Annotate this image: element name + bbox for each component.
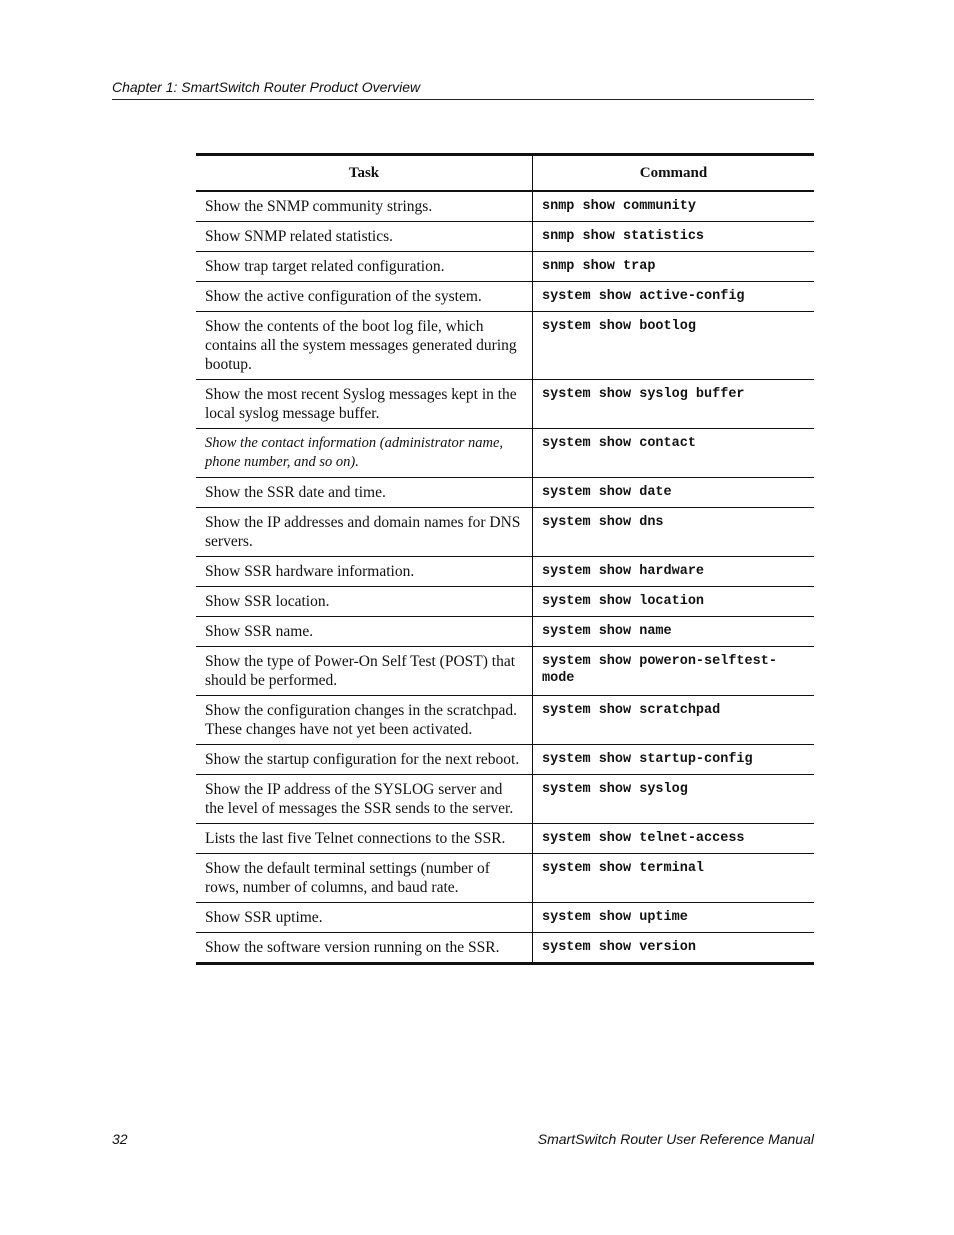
task-cell: Show the SNMP community strings. (196, 191, 533, 222)
command-cell: system show dns (533, 508, 815, 557)
column-header-task: Task (196, 155, 533, 192)
command-cell: system show contact (533, 429, 815, 478)
command-cell: system show scratchpad (533, 696, 815, 745)
command-cell: snmp show community (533, 191, 815, 222)
command-cell: system show terminal (533, 854, 815, 903)
task-cell: Show the SSR date and time. (196, 478, 533, 508)
table-row (196, 478, 814, 508)
task-cell: Show the configuration changes in the scratchpad. These changes have not yet been activated. (196, 696, 533, 745)
task-cell: Show the contents of the boot log file, which contains all the system messages generated during bootup. (196, 312, 533, 380)
command-cell: system show uptime (533, 903, 815, 933)
table-row (196, 191, 814, 222)
table-row (196, 557, 814, 587)
task-cell: Show SSR location. (196, 587, 533, 617)
task-cell: Lists the last five Telnet connections to the SSR. (196, 824, 533, 854)
table-row (196, 617, 814, 647)
table-row (196, 380, 814, 429)
table-body (196, 191, 814, 964)
command-cell: system show hardware (533, 557, 815, 587)
command-cell: snmp show statistics (533, 222, 815, 252)
task-cell: Show the software version running on the SSR. (196, 933, 533, 964)
table-row (196, 696, 814, 745)
task-cell: Show the IP addresses and domain names for DNS servers. (196, 508, 533, 557)
table-row (196, 312, 814, 380)
command-cell: system show telnet-access (533, 824, 815, 854)
table-row (196, 854, 814, 903)
manual-title: SmartSwitch Router User Reference Manual (537, 1131, 814, 1147)
table-header-row (196, 155, 814, 192)
task-cell: Show the contact information (administrator name, phone number, and so on). (196, 429, 533, 478)
command-cell: system show bootlog (533, 312, 815, 380)
command-table (196, 153, 814, 965)
running-header: Chapter 1: SmartSwitch Router Product Overview (112, 79, 814, 100)
task-cell: Show the active configuration of the system. (196, 282, 533, 312)
table-row (196, 745, 814, 775)
task-cell: Show SSR uptime. (196, 903, 533, 933)
column-header-command: Command (533, 155, 815, 192)
command-cell: system show syslog (533, 775, 815, 824)
task-cell: Show SSR name. (196, 617, 533, 647)
table-row (196, 775, 814, 824)
table-row (196, 252, 814, 282)
table-row (196, 429, 814, 478)
table-row (196, 647, 814, 696)
task-cell: Show the default terminal settings (number of rows, number of columns, and baud rate. (196, 854, 533, 903)
command-cell: snmp show trap (533, 252, 815, 282)
table-row (196, 824, 814, 854)
command-cell: system show active-config (533, 282, 815, 312)
command-cell: system show poweron-selftest-mode (533, 647, 815, 696)
table-row (196, 587, 814, 617)
table-row (196, 933, 814, 964)
task-cell: Show SNMP related statistics. (196, 222, 533, 252)
task-cell: Show SSR hardware information. (196, 557, 533, 587)
command-cell: system show startup-config (533, 745, 815, 775)
command-cell: system show syslog buffer (533, 380, 815, 429)
task-cell: Show the startup configuration for the next reboot. (196, 745, 533, 775)
table-row (196, 222, 814, 252)
task-cell: Show trap target related configuration. (196, 252, 533, 282)
task-cell: Show the IP address of the SYSLOG server and the level of messages the SSR sends to the server. (196, 775, 533, 824)
page-number: 32 (112, 1131, 128, 1147)
command-cell: system show date (533, 478, 815, 508)
command-cell: system show version (542, 940, 696, 955)
command-cell: system show location (533, 587, 815, 617)
table-row (196, 282, 814, 312)
table-row (196, 903, 814, 933)
task-cell: Show the most recent Syslog messages kept in the local syslog message buffer. (196, 380, 533, 429)
table-row (196, 508, 814, 557)
task-cell: Show the type of Power-On Self Test (POST) that should be performed. (196, 647, 533, 696)
command-cell: system show name (533, 617, 815, 647)
